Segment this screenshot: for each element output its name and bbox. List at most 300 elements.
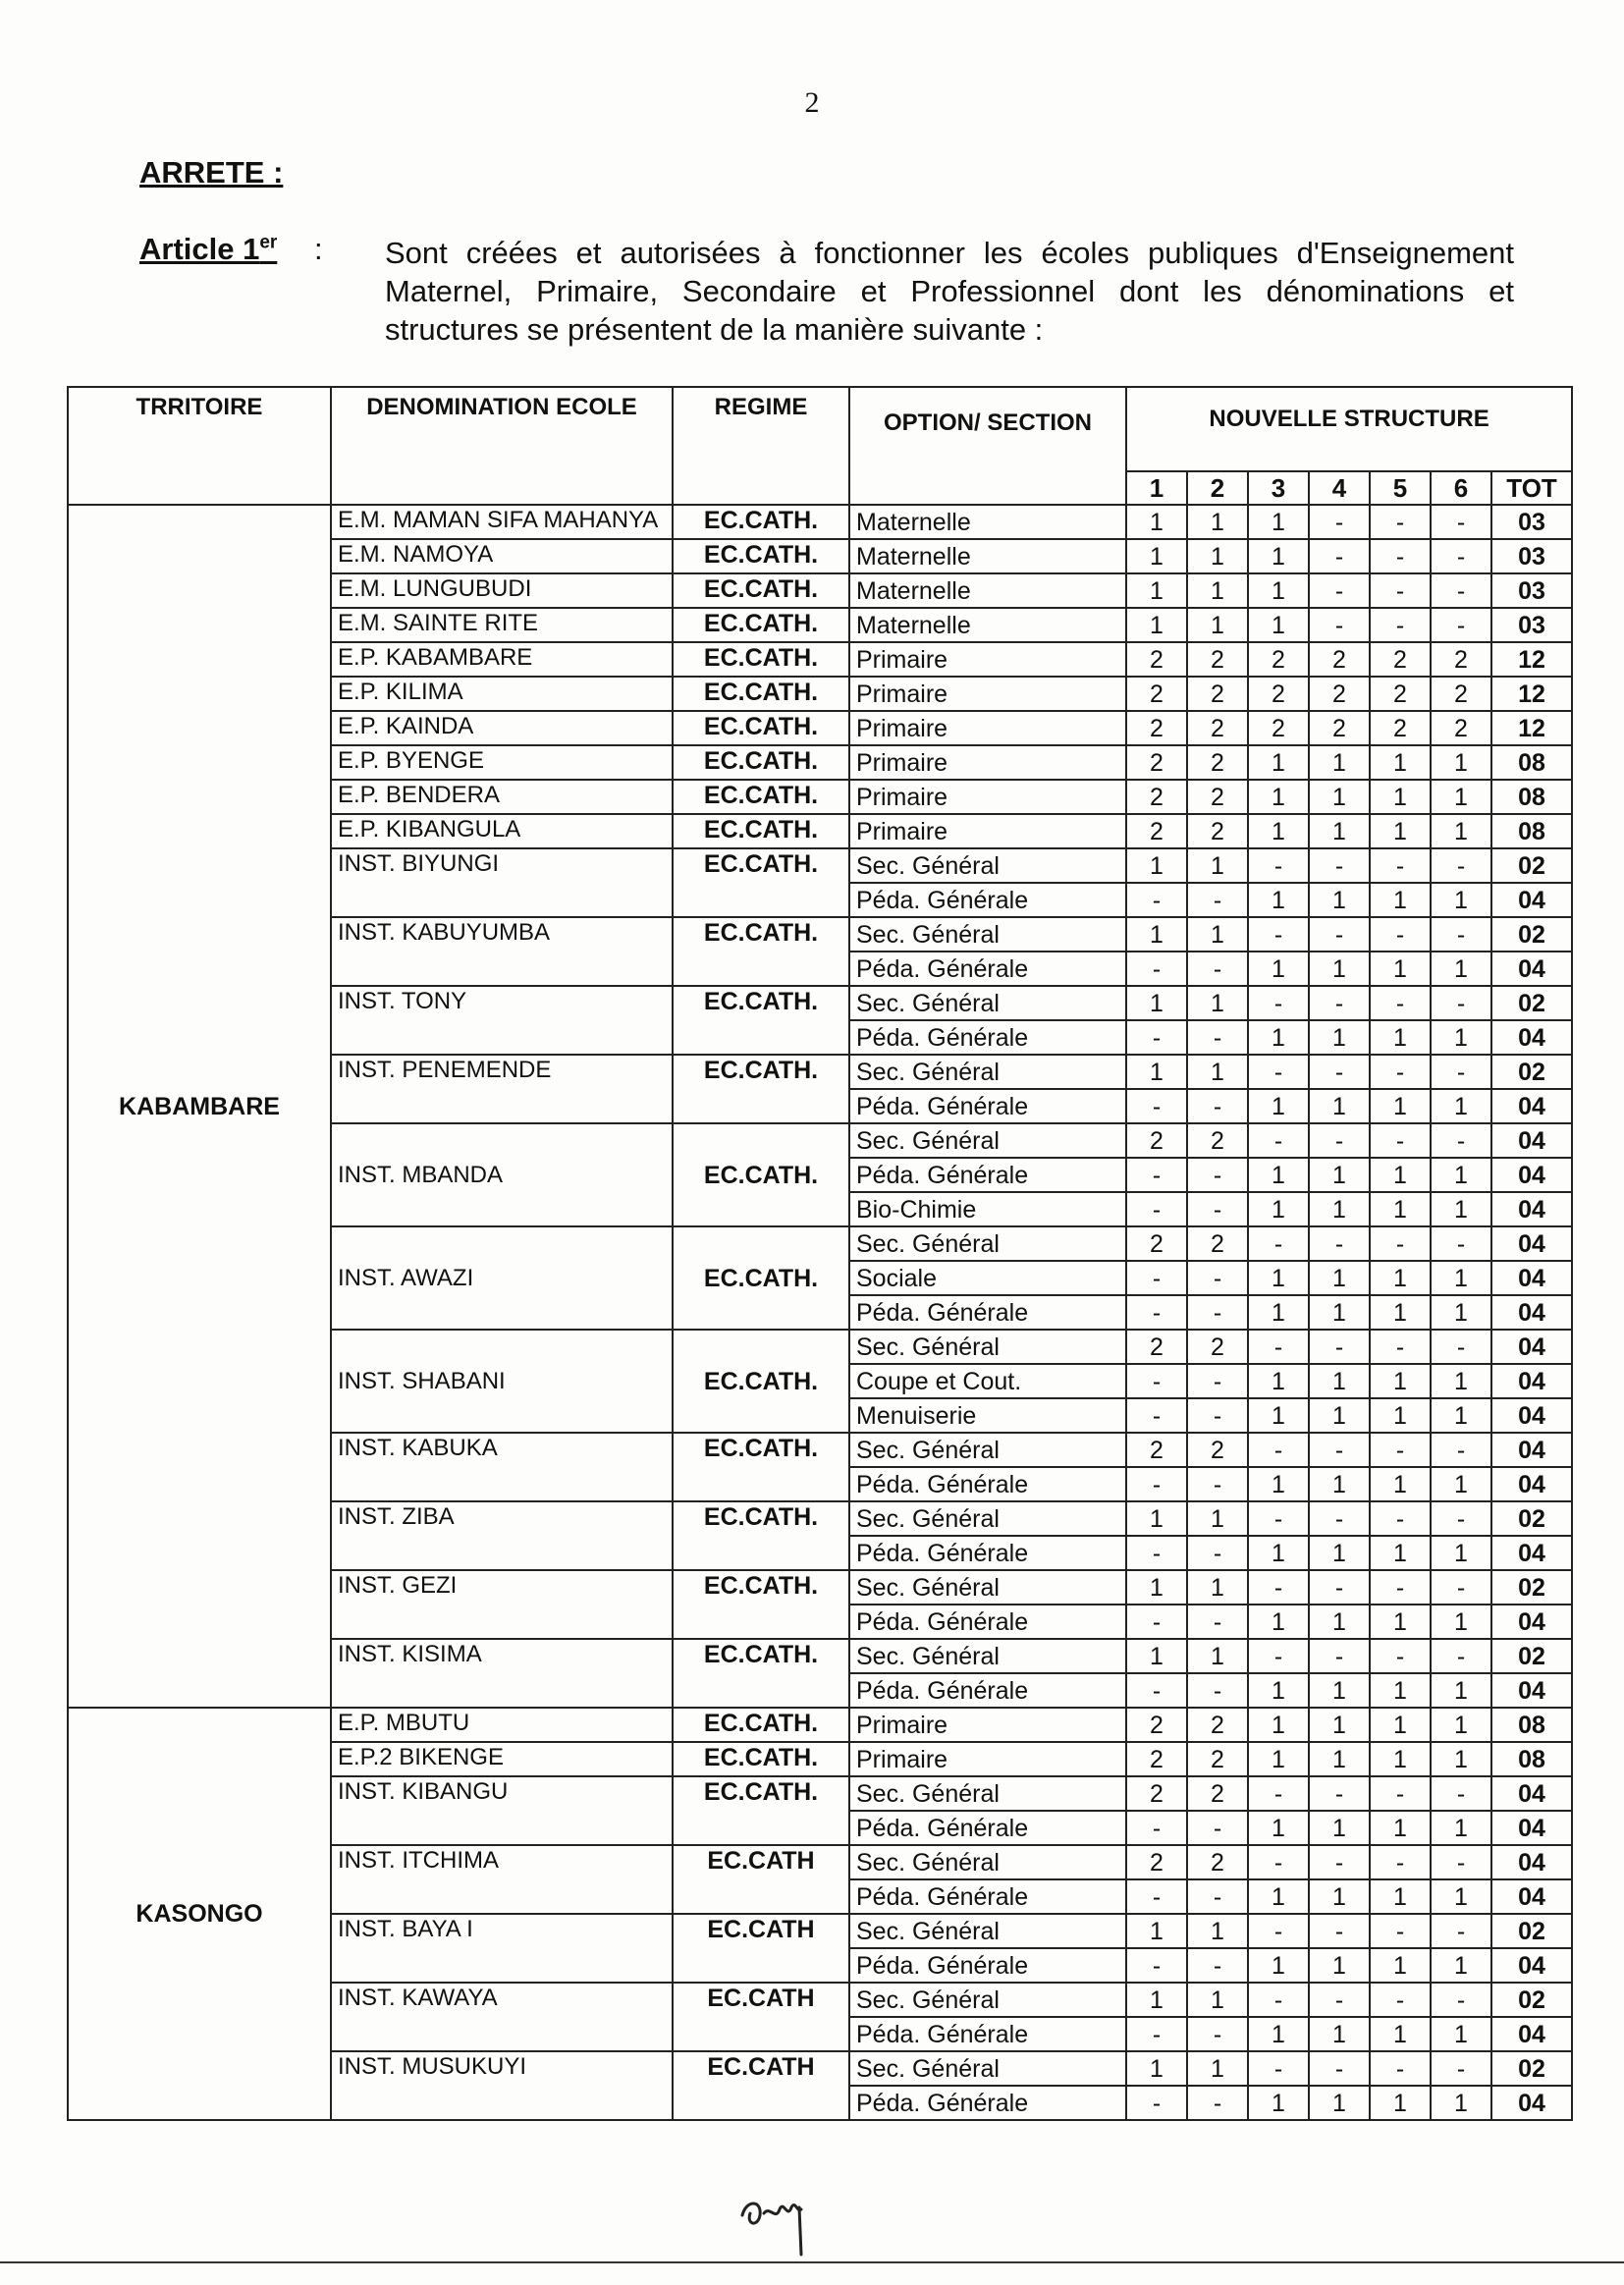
structure-total: 02 [1491,917,1572,952]
structure-value-1: - [1126,1364,1187,1398]
structure-total: 04 [1491,1811,1572,1845]
structure-value-1: - [1126,1158,1187,1192]
option-section: Péda. Générale [849,952,1126,986]
structure-value-6: - [1431,848,1491,883]
school-regime: EC.CATH. [673,745,849,780]
structure-value-6: - [1431,2051,1491,2086]
structure-value-6: 1 [1431,1020,1491,1055]
structure-value-4: 1 [1309,2017,1370,2051]
structure-value-3: 1 [1248,2017,1309,2051]
structure-value-5: - [1370,1501,1431,1536]
school-name: E.M. MAMAN SIFA MAHANYA [331,505,673,539]
school-regime: EC.CATH. [673,677,849,711]
structure-value-1: 1 [1126,1570,1187,1605]
structure-value-4: 1 [1309,1673,1370,1708]
structure-value-2: 2 [1187,1330,1248,1364]
structure-total: 04 [1491,1433,1572,1467]
structure-value-3: 1 [1248,1020,1309,1055]
structure-value-3: 1 [1248,1605,1309,1639]
page-number: 2 [804,86,820,119]
structure-value-4: 1 [1309,1398,1370,1433]
structure-value-2: 1 [1187,848,1248,883]
structure-value-5: - [1370,1845,1431,1879]
option-section: Péda. Générale [849,1948,1126,1983]
structure-value-4: - [1309,1914,1370,1948]
structure-value-2: 1 [1187,917,1248,952]
structure-total: 04 [1491,1467,1572,1501]
school-regime: EC.CATH. [673,848,849,917]
school-name: INST. MBANDA [331,1123,673,1226]
school-regime: EC.CATH [673,1914,849,1983]
structure-value-4: 1 [1309,1158,1370,1192]
header-col-tot: TOT [1491,471,1572,505]
structure-value-5: 2 [1370,677,1431,711]
structure-value-4: 1 [1309,1261,1370,1295]
structure-value-4: 1 [1309,1192,1370,1226]
structure-value-3: 1 [1248,573,1309,608]
school-name: INST. AWAZI [331,1226,673,1330]
structure-value-4: - [1309,1123,1370,1158]
option-section: Sec. Général [849,1570,1126,1605]
option-section: Péda. Générale [849,1158,1126,1192]
structure-value-4: 1 [1309,780,1370,814]
structure-value-4: 1 [1309,1811,1370,1845]
structure-value-5: 1 [1370,952,1431,986]
school-name: INST. MUSUKUYI [331,2051,673,2120]
option-section: Sec. Général [849,1845,1126,1879]
structure-total: 04 [1491,1295,1572,1330]
structure-total: 08 [1491,780,1572,814]
structure-value-1: - [1126,1605,1187,1639]
structure-value-2: - [1187,1089,1248,1123]
structure-total: 02 [1491,1639,1572,1673]
structure-value-6: - [1431,1226,1491,1261]
structure-value-1: - [1126,1879,1187,1914]
structure-value-5: - [1370,1055,1431,1089]
structure-total: 08 [1491,745,1572,780]
school-name: INST. ZIBA [331,1501,673,1570]
option-section: Primaire [849,711,1126,745]
structure-value-6: 1 [1431,1192,1491,1226]
structure-value-6: - [1431,917,1491,952]
school-name: E.P. KABAMBARE [331,642,673,677]
structure-value-4: 1 [1309,814,1370,848]
school-regime: EC.CATH. [673,539,849,573]
structure-value-5: 1 [1370,1261,1431,1295]
structure-value-2: 2 [1187,642,1248,677]
structure-value-6: 1 [1431,1261,1491,1295]
structure-value-6: 1 [1431,1742,1491,1776]
structure-value-2: 2 [1187,711,1248,745]
structure-total: 02 [1491,1501,1572,1536]
structure-total: 04 [1491,2017,1572,2051]
school-regime: EC.CATH [673,1845,849,1914]
structure-value-5: 1 [1370,780,1431,814]
structure-value-6: - [1431,1055,1491,1089]
structure-value-1: 2 [1126,780,1187,814]
structure-total: 04 [1491,1330,1572,1364]
option-section: Sec. Général [849,848,1126,883]
structure-value-3: 2 [1248,677,1309,711]
article-text: Sont créées et autorisées à fonctionner les écoles publiques d'Enseignement Maternel, Primaire, Secondaire et Professionnel dont les dénominations et structures se présentent de la manière suivante : [385,236,1514,347]
school-name: INST. SHABANI [331,1330,673,1433]
option-section: Primaire [849,745,1126,780]
structure-value-1: 2 [1126,814,1187,848]
structure-total: 04 [1491,1605,1572,1639]
structure-total: 04 [1491,1364,1572,1398]
structure-value-6: 1 [1431,745,1491,780]
structure-value-3: 1 [1248,1261,1309,1295]
structure-value-6: 2 [1431,711,1491,745]
structure-value-3: 1 [1248,814,1309,848]
school-name: E.M. NAMOYA [331,539,673,573]
structure-value-2: 2 [1187,1433,1248,1467]
structure-value-1: 2 [1126,1845,1187,1879]
header-col-2: 2 [1187,471,1248,505]
structure-total: 04 [1491,1261,1572,1295]
option-section: Péda. Générale [849,1020,1126,1055]
territory-name: KASONGO [68,1708,331,2120]
option-section: Menuiserie [849,1398,1126,1433]
structure-value-5: - [1370,848,1431,883]
structure-value-2: 2 [1187,1123,1248,1158]
header-option: OPTION/ SECTION [849,387,1126,505]
structure-value-3: - [1248,1776,1309,1811]
option-section: Sociale [849,1261,1126,1295]
school-regime: EC.CATH. [673,1226,849,1330]
structure-value-5: 1 [1370,2086,1431,2120]
structure-value-3: 1 [1248,1192,1309,1226]
structure-total: 04 [1491,1158,1572,1192]
header-col-5: 5 [1370,471,1431,505]
structure-value-4: - [1309,573,1370,608]
structure-value-4: 1 [1309,952,1370,986]
article-colon: : [314,232,323,266]
structure-value-3: - [1248,986,1309,1020]
structure-value-6: - [1431,608,1491,642]
structure-value-3: 2 [1248,642,1309,677]
structure-value-2: 2 [1187,1226,1248,1261]
structure-total: 04 [1491,2086,1572,2120]
structure-value-5: 1 [1370,1158,1431,1192]
structure-value-2: - [1187,1948,1248,1983]
option-section: Sec. Général [849,1433,1126,1467]
structure-value-1: 1 [1126,1983,1187,2017]
structure-value-3: 1 [1248,1536,1309,1570]
school-regime: EC.CATH. [673,1433,849,1501]
school-name: E.P. MBUTU [331,1708,673,1742]
structure-value-3: 1 [1248,1948,1309,1983]
structure-value-1: 2 [1126,1433,1187,1467]
option-section: Maternelle [849,505,1126,539]
structure-value-5: 1 [1370,1742,1431,1776]
structure-value-4: - [1309,1433,1370,1467]
table-row [68,505,1572,539]
structure-value-5: - [1370,1226,1431,1261]
option-section: Sec. Général [849,1639,1126,1673]
structure-value-4: - [1309,1055,1370,1089]
structure-value-5: 1 [1370,1295,1431,1330]
option-section: Sec. Général [849,1055,1126,1089]
structure-value-4: 1 [1309,1948,1370,1983]
structure-value-2: 1 [1187,608,1248,642]
structure-value-3: - [1248,1226,1309,1261]
structure-value-3: 1 [1248,883,1309,917]
structure-value-2: 2 [1187,677,1248,711]
structure-total: 03 [1491,608,1572,642]
structure-value-1: 2 [1126,1742,1187,1776]
structure-value-6: - [1431,1570,1491,1605]
structure-value-4: - [1309,608,1370,642]
structure-total: 02 [1491,1570,1572,1605]
structure-value-6: - [1431,1639,1491,1673]
school-name: INST. KISIMA [331,1639,673,1708]
school-regime: EC.CATH. [673,608,849,642]
option-section: Péda. Générale [849,1811,1126,1845]
structure-value-5: 1 [1370,814,1431,848]
structure-value-4: - [1309,1226,1370,1261]
structure-total: 04 [1491,1879,1572,1914]
structure-total: 12 [1491,677,1572,711]
structure-value-2: - [1187,1605,1248,1639]
structure-value-4: 1 [1309,1742,1370,1776]
structure-total: 04 [1491,952,1572,986]
school-regime: EC.CATH. [673,1742,849,1776]
structure-total: 02 [1491,1914,1572,1948]
structure-value-4: 2 [1309,642,1370,677]
structure-value-2: 2 [1187,1776,1248,1811]
structure-value-1: 1 [1126,1639,1187,1673]
structure-value-6: 1 [1431,1948,1491,1983]
structure-value-6: 1 [1431,780,1491,814]
structure-value-4: 1 [1309,1020,1370,1055]
structure-value-5: 1 [1370,883,1431,917]
structure-value-5: - [1370,1123,1431,1158]
structure-value-5: - [1370,917,1431,952]
option-section: Péda. Générale [849,1467,1126,1501]
structure-value-4: 1 [1309,2086,1370,2120]
structure-value-5: 1 [1370,1879,1431,1914]
structure-value-1: 2 [1126,745,1187,780]
structure-value-4: 1 [1309,1536,1370,1570]
structure-total: 03 [1491,505,1572,539]
structure-value-4: - [1309,1983,1370,2017]
structure-value-5: - [1370,1639,1431,1673]
structure-total: 04 [1491,1536,1572,1570]
option-section: Péda. Générale [849,883,1126,917]
structure-value-6: 1 [1431,2086,1491,2120]
structure-value-5: 1 [1370,1089,1431,1123]
structure-value-5: 1 [1370,1536,1431,1570]
structure-value-3: - [1248,1330,1309,1364]
school-regime: EC.CATH. [673,1570,849,1639]
structure-value-3: 1 [1248,505,1309,539]
structure-value-4: - [1309,505,1370,539]
structure-value-6: 1 [1431,1708,1491,1742]
structure-value-1: - [1126,952,1187,986]
option-section: Sec. Général [849,1226,1126,1261]
structure-value-6: 2 [1431,677,1491,711]
structure-value-2: 1 [1187,1639,1248,1673]
structure-value-1: 1 [1126,608,1187,642]
structure-value-5: - [1370,1983,1431,2017]
structure-value-5: - [1370,1570,1431,1605]
structure-value-4: - [1309,1639,1370,1673]
option-section: Primaire [849,677,1126,711]
structure-total: 04 [1491,1776,1572,1811]
structure-value-4: - [1309,848,1370,883]
structure-value-4: 1 [1309,1089,1370,1123]
structure-value-5: 1 [1370,1467,1431,1501]
structure-value-1: - [1126,883,1187,917]
structure-value-2: - [1187,1261,1248,1295]
school-name: E.P. KIBANGULA [331,814,673,848]
structure-value-3: 1 [1248,745,1309,780]
option-section: Sec. Général [849,2051,1126,2086]
structure-value-6: 1 [1431,883,1491,917]
structure-value-3: 1 [1248,1398,1309,1433]
structure-value-1: 1 [1126,1055,1187,1089]
structure-value-1: 1 [1126,986,1187,1020]
header-nouvelle-structure: NOUVELLE STRUCTURE [1126,387,1572,471]
structure-value-3: 1 [1248,539,1309,573]
structure-value-1: 2 [1126,1708,1187,1742]
school-name: E.P. BYENGE [331,745,673,780]
structure-value-3: 1 [1248,780,1309,814]
structure-total: 02 [1491,1983,1572,2017]
structure-value-3: 1 [1248,608,1309,642]
structure-value-6: - [1431,1123,1491,1158]
structure-value-5: 1 [1370,1605,1431,1639]
school-regime: EC.CATH [673,2051,849,2120]
structure-value-5: - [1370,2051,1431,2086]
structure-value-5: - [1370,505,1431,539]
structure-value-3: 1 [1248,1467,1309,1501]
structure-value-6: 1 [1431,952,1491,986]
structure-value-2: 2 [1187,1742,1248,1776]
structure-value-1: - [1126,1948,1187,1983]
structure-value-1: 1 [1126,539,1187,573]
structure-value-1: 1 [1126,848,1187,883]
structure-value-2: 1 [1187,2051,1248,2086]
article-label-main: Article 1 [139,232,260,266]
structure-value-4: - [1309,1501,1370,1536]
structure-value-4: 1 [1309,745,1370,780]
structure-value-2: - [1187,1295,1248,1330]
option-section: Péda. Générale [849,1536,1126,1570]
structure-value-3: - [1248,1123,1309,1158]
structure-value-3: - [1248,848,1309,883]
structure-value-1: - [1126,1261,1187,1295]
option-section: Primaire [849,814,1126,848]
school-regime: EC.CATH. [673,573,849,608]
option-section: Péda. Générale [849,2086,1126,2120]
option-section: Péda. Générale [849,1605,1126,1639]
school-name: E.M. LUNGUBUDI [331,573,673,608]
structure-value-2: - [1187,1398,1248,1433]
structure-value-3: 2 [1248,711,1309,745]
structure-value-6: 1 [1431,2017,1491,2051]
structure-value-2: - [1187,883,1248,917]
structure-total: 02 [1491,1055,1572,1089]
structure-value-5: 1 [1370,1811,1431,1845]
school-name: E.M. SAINTE RITE [331,608,673,642]
header-col-4: 4 [1309,471,1370,505]
structure-value-5: - [1370,573,1431,608]
structure-value-4: 2 [1309,711,1370,745]
structure-value-3: - [1248,2051,1309,2086]
school-regime: EC.CATH. [673,1708,849,1742]
structure-value-5: 1 [1370,1364,1431,1398]
header-territoire: TRRITOIRE [68,387,331,505]
structure-value-2: - [1187,1192,1248,1226]
structure-value-1: - [1126,2017,1187,2051]
structure-value-6: - [1431,573,1491,608]
structure-total: 02 [1491,2051,1572,2086]
structure-value-5: 1 [1370,1398,1431,1433]
option-section: Sec. Général [849,1123,1126,1158]
school-regime: EC.CATH [673,1983,849,2051]
structure-value-5: 1 [1370,1708,1431,1742]
structure-total: 03 [1491,539,1572,573]
structure-value-3: 1 [1248,2086,1309,2120]
school-regime: EC.CATH. [673,642,849,677]
structure-total: 04 [1491,1845,1572,1879]
structure-value-2: - [1187,1879,1248,1914]
structure-value-1: 1 [1126,573,1187,608]
structure-value-5: 1 [1370,1673,1431,1708]
school-regime: EC.CATH. [673,1501,849,1570]
structure-value-3: 1 [1248,1742,1309,1776]
structure-value-5: 2 [1370,711,1431,745]
structure-value-1: - [1126,1536,1187,1570]
option-section: Sec. Général [849,1501,1126,1536]
option-section: Péda. Générale [849,1879,1126,1914]
structure-value-5: - [1370,1776,1431,1811]
school-name: E.P. BENDERA [331,780,673,814]
structure-value-1: - [1126,2086,1187,2120]
structure-value-6: - [1431,505,1491,539]
structure-value-6: 1 [1431,1605,1491,1639]
structure-total: 02 [1491,986,1572,1020]
structure-value-2: 2 [1187,780,1248,814]
school-name: INST. TONY [331,986,673,1055]
structure-value-4: - [1309,2051,1370,2086]
structure-value-3: - [1248,1845,1309,1879]
structure-value-5: 1 [1370,745,1431,780]
structure-value-4: - [1309,1330,1370,1364]
structure-value-1: - [1126,1295,1187,1330]
structure-value-3: - [1248,1983,1309,2017]
school-name: E.P. KAINDA [331,711,673,745]
structure-value-3: - [1248,1433,1309,1467]
option-section: Sec. Général [849,917,1126,952]
structure-value-6: 1 [1431,1364,1491,1398]
structure-value-6: 1 [1431,1879,1491,1914]
structure-value-1: 2 [1126,1776,1187,1811]
structure-value-2: 1 [1187,573,1248,608]
structure-value-2: - [1187,1673,1248,1708]
structure-value-2: 2 [1187,745,1248,780]
signature [736,2170,825,2258]
structure-total: 03 [1491,573,1572,608]
structure-value-6: 1 [1431,1158,1491,1192]
header-col-6: 6 [1431,471,1491,505]
territory-name: KABAMBARE [68,505,331,1708]
structure-value-2: - [1187,952,1248,986]
structure-value-1: 1 [1126,505,1187,539]
structure-value-2: - [1187,1364,1248,1398]
